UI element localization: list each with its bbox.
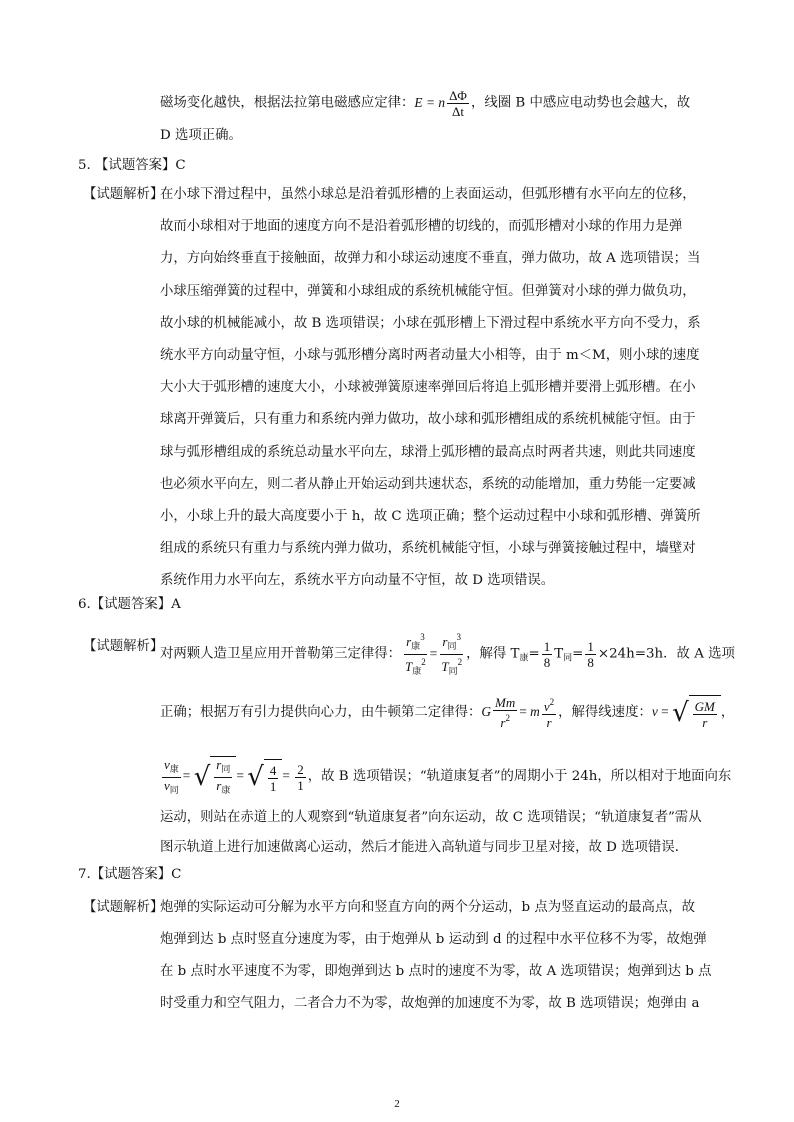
fraction — [403, 630, 428, 679]
text-line: D 选项正确。 — [160, 128, 242, 143]
formula-symbol: = n — [425, 94, 446, 110]
fraction — [693, 699, 717, 730]
page-number: 2 — [394, 1098, 400, 1110]
fraction — [295, 762, 306, 793]
answer-heading — [78, 865, 181, 885]
text-line: 运动，则站在赤道上的人观察到“轨道康复者”向东运动，故 C 选项错误；“轨道康复者”需从 — [160, 810, 702, 825]
text-line: 球与弧形槽组成的系统总动量水平向左，球滑上弧形槽的最高点时两者共速，则此共同速度 — [160, 444, 696, 460]
fraction — [439, 630, 464, 679]
subscript: 同 — [563, 653, 573, 664]
numerator: 1 — [587, 638, 594, 654]
fraction — [447, 88, 469, 119]
text-segment: T — [554, 646, 564, 662]
subscript: 康 — [519, 653, 529, 664]
text-line: 炮弹到达 b 点时竖直分速度为零，由于炮弹从 b 运动到 d 的过程中水平位移不为零，故炮弹 — [160, 932, 707, 947]
question-number: 7. — [78, 867, 91, 882]
text-line: 力，方向始终垂直于接触面，故弹力和小球运动速度不垂直，弹力做功，故 A 选项错误；当 — [160, 251, 701, 267]
numerator: $r_同^3$ — [440, 630, 463, 655]
text-line: 系统作用力水平向左，系统水平方向动量不守恒，故 D 选项错误。 — [160, 573, 555, 589]
question-number: 5. — [78, 158, 96, 173]
text-line: 在小球下滑过程中，虽然小球总是沿着弧形槽的上表面运动，但弧形槽有水平向左的位移， — [160, 187, 696, 202]
formula-kepler: $\frac{r_康^3}{T_康^2}$ = $\frac{r_同^3}{T_同^2}$ — [401, 646, 466, 661]
text-segment: ，线圈 B 中感应电动势也会越大，故 — [470, 95, 691, 111]
numerator: $r_同$ — [214, 757, 232, 778]
analysis-label: 【试题解析】 — [83, 900, 164, 915]
text-segment: ，故 B 选项错误；“轨道康复者”的周期小于 24h，所以相对于地面向东 — [307, 769, 732, 785]
sqrt: √ $\frac{GM}{r}$ — [672, 695, 721, 730]
numerator: GM — [694, 698, 715, 714]
text-line: 在 b 点时水平速度不为零，即炮弹到达 b 点时的速度不为零，故 A 选项错误；炮弹到达 b 点 — [160, 964, 712, 979]
text-segment: 对两颗人造卫星应用开普勒第三定律得： — [160, 646, 402, 662]
denominator: $T_同^2$ — [441, 657, 463, 676]
text-line: 大小大于弧形槽的速度大小，小球被弹簧原速率弹回后将追上弧形槽并要滑上弧形槽。在小 — [160, 380, 696, 396]
answer-heading — [78, 595, 181, 615]
text-line — [160, 756, 731, 798]
text-segment: ×24h=3h．故 A 选项 — [597, 646, 735, 662]
text-segment: 磁场变化越快，根据法拉第电磁感应定律： — [160, 95, 415, 111]
fraction — [268, 763, 279, 794]
text-line: 统水平方向动量守恒，小球与弧形槽分离时两者动量大小相等，由于 m＜M，则小球的速度 — [160, 348, 700, 363]
text-line — [160, 88, 690, 119]
fraction — [542, 695, 556, 730]
denominator: r — [546, 715, 552, 731]
text-line: 故小球的机械能减小，故 B 选项错误；小球在弧形槽上下滑过程中系统水平方向不受力，系 — [160, 315, 701, 331]
question-number: 6. — [78, 597, 91, 612]
text-line: 炮弹的实际运动可分解为水平方向和竖直方向的两个分运动，b 点为竖直运动的最高点，故 — [160, 900, 696, 915]
numerator: 1 — [543, 638, 551, 654]
text-line: 图示轨道上进行加速做离心运动，然后才能进入高轨道与同步卫星对接，故 D 选项错误． — [160, 840, 689, 855]
sqrt: √ $\frac{r_同}{r_康}$ — [194, 756, 237, 798]
text-segment: ，解得线速度： — [558, 705, 652, 720]
denominator: $r^2$ — [500, 713, 510, 731]
denominator: $r_康$ — [216, 778, 231, 795]
sqrt: √ $\frac{4}{1}$ — [247, 759, 282, 796]
denominator: $T_康^2$ — [405, 657, 426, 676]
denominator: Δt — [452, 104, 464, 119]
formula-velocity: v = √ $\frac{GM}{r}$ — [652, 704, 721, 719]
denominator: 8 — [587, 654, 594, 670]
numerator: ΔΦ — [449, 88, 467, 103]
text-line: 球离开弹簧后，只有重力和系统内弹力做功，故小球和弧形槽组成的系统机械能守恒。由于 — [160, 412, 696, 428]
text-line: 时受重力和空气阻力，二者合力不为零，故炮弹的加速度不为零，故 B 选项错误；炮弹由 a — [160, 996, 700, 1011]
denominator: 1 — [269, 778, 277, 794]
denominator: r — [702, 714, 708, 730]
denominator: 8 — [543, 654, 551, 670]
text-segment: ， — [720, 705, 735, 720]
text-line: 故而小球相对于地面的速度方向不是沿着弧形槽的切线的，而弧形槽对小球的作用力是弹 — [160, 219, 683, 235]
text-line: 对两颗人造卫星应用开普勒第三定律得： $\frac{r_康^3}{T_康^2}$ = $\frac{r_同^3}{T_同^2}$ ，解得 $T_康=$ $\frac{1}{8}$ $T_同=$ $\frac{1}{8}$ ×24h=3h．故 A 选项 — [160, 630, 735, 679]
answer-heading — [78, 156, 186, 176]
text-line: 也必须水平向左，则二者从静止开始运动到共速状态，系统的动能增加，重力势能一定要减 — [160, 476, 696, 492]
formula-ratio: $\frac{v_康}{v_同}$ = √ $\frac{r_同}{r_康}$ = √ $\frac{4}{1}$ = $\frac{2}{1}$ — [160, 768, 308, 783]
analysis-label: 【试题解析】 — [83, 187, 164, 202]
numerator: 2 — [297, 761, 304, 777]
numerator: $v_康$ — [162, 757, 181, 778]
numerator: 4 — [269, 762, 277, 778]
fraction — [493, 695, 517, 730]
formula-symbol: E — [414, 94, 423, 110]
fraction — [162, 757, 181, 798]
numerator: $v^2$ — [543, 697, 555, 715]
text-line — [160, 695, 734, 730]
text-segment: = — [528, 646, 540, 662]
answer-label: 【试题答案】C — [95, 158, 186, 173]
fraction — [214, 757, 232, 798]
formula-gravity: G $\frac{Mm}{r^2}$ = m $\frac{v^2}{r}$ — [481, 695, 555, 731]
fraction — [585, 639, 596, 670]
text-segment: ，解得 T — [466, 646, 520, 662]
numerator: $r_康^3$ — [404, 630, 427, 655]
numerator: Mm — [495, 695, 516, 711]
text-line: 小球压缩弹簧的过程中，弹簧和小球组成的系统机械能守恒。但弹簧对小球的弹力做负功， — [160, 283, 696, 299]
text-line: 小，小球上升的最大高度要小于 h，故 C 选项正确；整个运动过程中小球和弧形槽、弹簧所 — [160, 509, 701, 524]
answer-label: 【试题答案】C — [90, 867, 182, 882]
answer-label: 【试题答案】A — [90, 597, 181, 612]
text-segment: 正确；根据万有引力提供向心力，由牛顿第二定律得： — [160, 705, 482, 720]
denominator: $v_同$ — [164, 777, 179, 795]
fraction — [542, 639, 553, 670]
denominator: 1 — [297, 777, 304, 793]
text-line: 组成的系统只有重力与系统内弹力做功，系统机械能守恒，小球与弹簧接触过程中，墙壁对 — [160, 541, 696, 557]
analysis-label: 【试题解析】 — [83, 639, 164, 654]
